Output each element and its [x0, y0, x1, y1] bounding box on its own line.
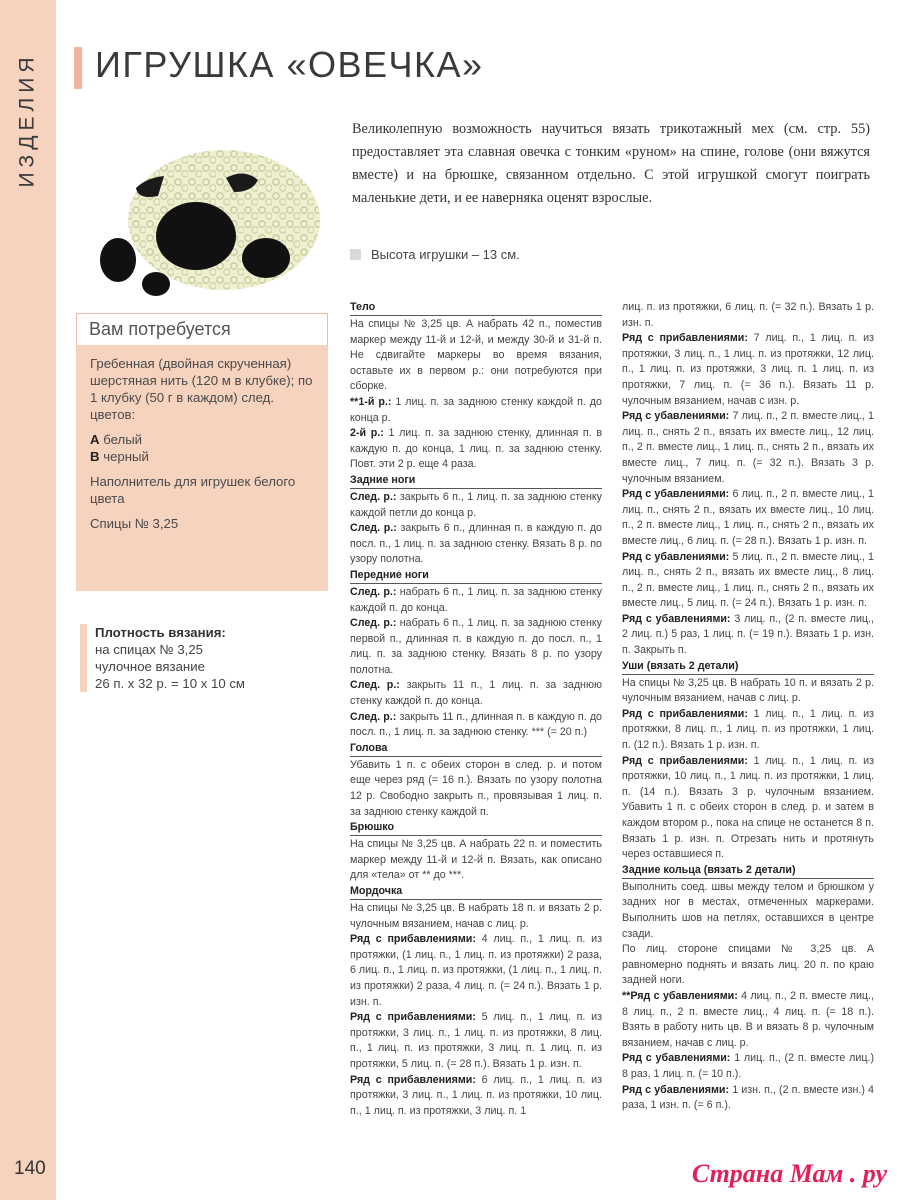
- filler-text: Наполнитель для игрушек белого цвета: [90, 474, 296, 506]
- instruction-paragraph: По лиц. стороне спицами № 3,25 цв. А равномерно поднять и вязать лиц. 20 п. по краю задней ноги.: [622, 943, 874, 987]
- sheep-back-leg: [142, 272, 170, 296]
- intro-paragraph: Великолепную возможность научиться вязать трикотажный мех (см. стр. 55) предоставляет эта славная овечка с тонким «руном» на спине, голове (они вяжутся вместе) и на брюшке, связанном отдельно. С этой игрушкой смогут поиграть маленькие дети, и ее наверняка оценят взрослые.: [352, 121, 870, 206]
- instruction-paragraph: След. р.: закрыть 6 п., длинная п. в каждую п. до посл. п., 1 лиц. п. за заднюю стенку. Вязать 8 р. по узору полотна.: [350, 522, 603, 566]
- gauge-line: на спицах № 3,25: [95, 642, 204, 657]
- section-heading-belly: Брюшко: [350, 820, 602, 836]
- gauge-line: чулочное вязание: [95, 659, 205, 674]
- section-heading-muzzle: Мордочка: [350, 884, 602, 900]
- gauge-block: [80, 624, 320, 692]
- instruction-paragraph: След. р.: закрыть 11 п., длинная п. в каждую п. до посл. п., 1 лиц. п. за заднюю стенку. *** (= 20 п.): [350, 710, 602, 739]
- sheep-toy-photo: [76, 108, 326, 308]
- instruction-paragraph: Ряд с прибавлениями: 5 лиц. п., 1 лиц. п. из протяжки, 3 лиц. п., 1 лиц. п. из протяжки, 8 лиц. п., 1 лиц. п. из протяжки, 3 лиц. п. 1 лиц. п. из протяжки, 5 лиц. п. (= 28 п.). Вязать 1 р. изн. п.: [350, 1011, 602, 1070]
- instruction-paragraph: Ряд с убавлениями: 3 лиц. п., (2 п. вместе лиц., 2 лиц. п.) 5 раз, 1 лиц. п. (= 19 п.). Вязать 1 р. изн. п. Закрыть п.: [622, 612, 874, 657]
- instruction-paragraph: След. р.: набрать 6 п., 1 лиц. п. за заднюю стенку каждой п. до конца.: [350, 585, 602, 614]
- instruction-paragraph: **1-й р.: 1 лиц. п. за заднюю стенку каждой п. до конца р.: [350, 395, 602, 424]
- instruction-paragraph: Ряд с убавлениями: 1 изн. п., (2 п. вместе изн.) 4 раза, 1 изн. п. (= 6 п.).: [622, 1083, 874, 1112]
- instructions-column-2: [622, 300, 874, 1114]
- instruction-paragraph: Ряд с убавлениями: 6 лиц. п., 2 п. вместе лиц., 1 лиц. п., снять 2 п., вязать их вместе лиц., 10 лиц. п., 2 п. вместе лиц., 1 лиц. п., снять 2 п., вязать их вместе лиц., 6 лиц. п. (= 28 п.). Вязать 1 р. изн. п.: [622, 488, 874, 547]
- yarn-description: Гребенная (двойная скрученная) шерстяная нить (120 м в клубке); по 1 клубку (50 г в каждом) след. цветов:: [90, 356, 313, 422]
- requirements-header: Вам потребуется: [76, 313, 328, 345]
- instruction-paragraph: На спицы № 3,25 цв. В набрать 10 п. и вязать 2 р. чулочным вязанием, начав с лиц. р.: [622, 676, 874, 705]
- title-accent-bar: [74, 47, 82, 89]
- instruction-paragraph: Ряд с убавлениями: 7 лиц. п., 2 п. вместе лиц., 1 лиц. п., снять 2 п., вязать их вместе лиц., 12 лиц. п., 2 п. вместе лиц., 1 лиц. п., снять 2 п., вязать их вместе лиц., 7 лиц. п. (= 32 п.). Вязать 3 р. чулочным вязанием.: [622, 410, 874, 485]
- instructions-column-1: [350, 300, 602, 1119]
- instruction-paragraph: Убавить 1 п. с обеих сторон в след. р. и потом еще через ряд (= 16 п.). Вязать по узору полотна 12 р. Свободно закрыть п., провязывая 1 лиц. п. за заднюю стенку каждой п.: [350, 758, 602, 818]
- sheep-face: [156, 202, 236, 270]
- site-watermark: Страна Мам . ру: [691, 1159, 887, 1188]
- section-heading-front-legs: Передние ноги: [350, 568, 602, 584]
- page-title: ИГРУШКА «ОВЕЧКА»: [95, 44, 484, 85]
- instruction-paragraph: Ряд с прибавлениями: 6 лиц. п., 1 лиц. п. из протяжки, 3 лиц. п., 1 лиц. п. из протяжки, 10 лиц. п., 1 лиц. п. из протяжки, 3 лиц. п. 1: [350, 1073, 602, 1117]
- requirements-body: [76, 345, 328, 532]
- instruction-paragraph: Ряд с прибавлениями: 4 лиц. п., 1 лиц. п. из протяжки, (1 лиц. п., 1 лиц. п. из протяжки) 2 раза, 6 лиц. п., 1 лиц. п. из протяжки, (1 лиц. п., 1 лиц. п. из протяжки) 2 раза, 4 лиц. п. (= 24 п.). Вязать 1 р. изн. п.: [350, 933, 602, 1008]
- square-bullet-icon: [350, 249, 361, 260]
- sheep-front-leg-left: [100, 238, 136, 282]
- page-number: 140: [14, 1158, 46, 1179]
- instruction-paragraph: На спицы № 3,25 цв. А набрать 42 п., поместив маркер между 11-й и 12-й, и между 30-й и 31-й п. Не сдвигайте маркеры во время вязания, оставьте их в первом р.: они потребуются при сборке.: [350, 318, 602, 393]
- color-b: В черный: [90, 449, 149, 464]
- gauge-title: Плотность вязания:: [95, 625, 226, 640]
- section-heading-ears: Уши (вязать 2 детали): [622, 659, 874, 675]
- instruction-paragraph: Ряд с убавлениями: 1 лиц. п., (2 п. вместе лиц.) 8 раз, 1 лиц. п. (= 10 п.).: [622, 1052, 874, 1080]
- section-heading-body: Тело: [350, 300, 602, 316]
- instruction-paragraph: След. р.: набрать 6 п., 1 лиц. п. за заднюю стенку первой п., длинная п. в каждую п. до посл. п., 1 лиц. п. за заднюю стенку. Вязать 8 р. по узору полотна.: [350, 617, 602, 676]
- instruction-paragraph: **Ряд с убавлениями: 4 лиц. п., 2 п. вместе лиц., 8 лиц. п., 2 п. вместе лиц., 4 лиц. п. (= 18 п.). Взять в работу нить цв. В и вязать 8 р. чулочным вязанием, начав с лиц. р.: [622, 989, 874, 1049]
- instruction-paragraph: На спицы № 3,25 цв. В набрать 18 п. и вязать 2 р. чулочным вязанием, начав с лиц. р.: [350, 902, 602, 930]
- height-note: Высота игрушки – 13 см.: [350, 247, 520, 262]
- instruction-paragraph: Ряд с убавлениями: 5 лиц. п., 2 п. вместе лиц., 1 лиц. п., снять 2 п., вязать их вместе лиц., 8 лиц. п., 2 п. вместе лиц., 1 лиц. п., снять 2 п., вязать их вместе лиц., 5 лиц. п. (= 24 п.). Вязать 1 р. изн. п.: [622, 550, 874, 610]
- section-heading-back-rings: Задние кольца (вязать 2 детали): [622, 863, 874, 879]
- needles-text: Спицы № 3,25: [90, 516, 179, 531]
- instruction-paragraph: Ряд с прибавлениями: 7 лиц. п., 1 лиц. п. из протяжки, 3 лиц. п., 1 лиц. п. из протяжки, 12 лиц. п., 1 лиц. п. из протяжки, 3 лиц. п. 1 лиц. п. из протяжки, 7 лиц. п. (= 36 п.). Вязать 11 р. чулочным вязанием, начав с изн. р.: [622, 332, 874, 407]
- section-label: ИЗДЕЛИЯ: [16, 52, 39, 188]
- instruction-paragraph: лиц. п. из протяжки, 6 лиц. п. (= 32 п.). Вязать 1 р. изн. п.: [622, 301, 874, 329]
- instruction-paragraph: На спицы № 3,25 цв. А набрать 22 п. и поместить маркер между 11-й и 12-й п. Вязать, как описано для «тела» от ** до ***.: [350, 838, 602, 882]
- gauge-line: 26 п. х 32 р. = 10 х 10 см: [95, 676, 246, 691]
- instruction-paragraph: Ряд с прибавлениями: 1 лиц. п., 1 лиц. п. из протяжки, 10 лиц. п., 1 лиц. п. из протяжки, 1 лиц. п. (14 п.). Вязать 3 р. чулочным вязанием. Убавить 1 п. с обеих сторон в след. р. и затем в каждом втором р., пока на спице не останется 8 п. Вязать 1 р. изн. п. Отрезать нить и протянуть через оставшиеся п.: [622, 754, 874, 861]
- sidebar-strip: [0, 0, 56, 1200]
- requirements-box: [76, 313, 328, 591]
- sheep-front-leg-right: [242, 238, 290, 278]
- instruction-paragraph: След. р.: закрыть 11 п., 1 лиц. п. за заднюю стенку каждой п. до конца.: [350, 679, 602, 708]
- instruction-paragraph: След. р.: закрыть 6 п., 1 лиц. п. за заднюю стенку каждой петли до конца р.: [350, 490, 602, 519]
- instruction-paragraph: Выполнить соед. швы между телом и брюшком у задних ног в местах, отмеченных маркерами. Выполнить шов на петлях, оставшихся в центре сзади.: [622, 880, 874, 940]
- section-heading-back-legs: Задние ноги: [350, 473, 602, 489]
- color-a: А белый: [90, 432, 143, 447]
- instruction-paragraph: Ряд с прибавлениями: 1 лиц. п., 1 лиц. п. из протяжки, 8 лиц. п., 1 лиц. п. из протяжки, 1 лиц. п. (12 п.). Вязать 1 р. изн. п.: [622, 707, 874, 752]
- section-heading-head: Голова: [350, 741, 602, 757]
- instruction-paragraph: 2-й р.: 1 лиц. п. за заднюю стенку, длинная п. в каждую п. до конца, 1 лиц. п. за заднюю стенку. Повт. эти 2 р. еще 4 раза.: [350, 427, 602, 471]
